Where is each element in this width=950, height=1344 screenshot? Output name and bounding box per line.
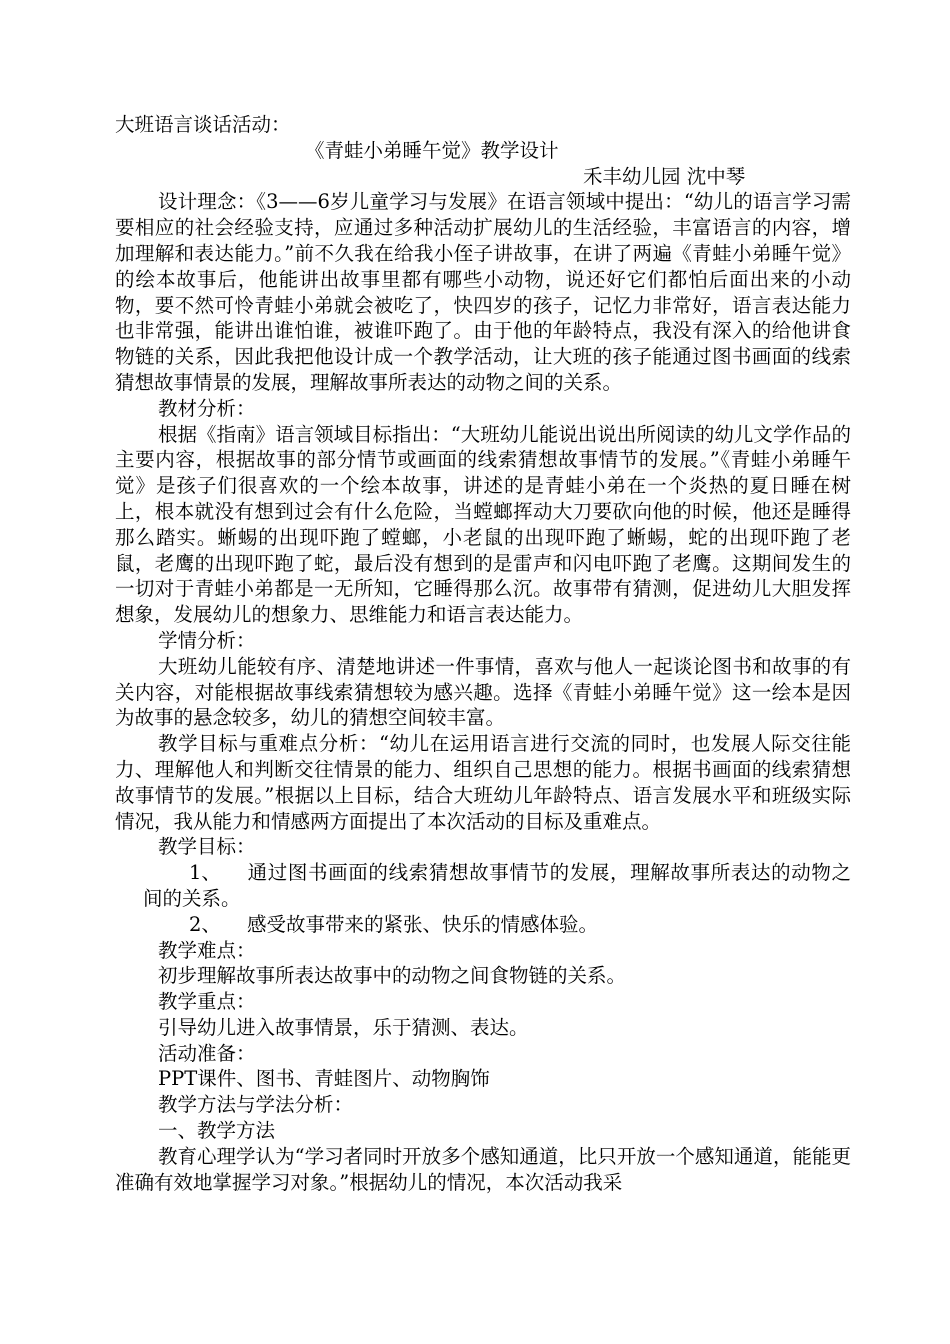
- design-concept-paragraph: 设计理念：《3——6岁儿童学习与发展》在语言领域中提出：“幼儿的语言学习需要相应的社会经验支持，应通过多种活动扩展幼儿的生活经验，丰富语言的内容，增加理解和表达能力。”前不久我在给我小侄子讲故事，在讲了两遍《青蛙小弟睡午觉》的绘本故事后，他能讲出故事里都有哪些小动物，说还好它们都怕后面出来的小动物，要不然可怜青蛙小弟就会被吃了，快四岁的孩子，记忆力非常好，语言表达能力也非常强，能讲出谁怕谁，被谁吓跑了。由于他的年龄特点，我没有深入的给他讲食物链的关系，因此我把他设计成一个教学活动，让大班的孩子能通过图书画面的线索猜想故事情景的发展，理解故事所表达的动物之间的关系。: [115, 190, 851, 394]
- goal-text: 通过图书画面的线索猜想故事情节的发展，理解故事所表达的动物之间的关系。: [143, 861, 851, 910]
- preparation-heading: 活动准备：: [158, 1041, 256, 1065]
- document-page: [115, 112, 851, 1195]
- key-point-text: 引导幼儿进入故事情景，乐于猜测、表达。: [158, 1015, 529, 1039]
- methods-heading: 教学方法与学法分析：: [158, 1093, 354, 1117]
- teaching-method-heading: 一、教学方法: [158, 1119, 276, 1143]
- key-point-heading: 教学重点：: [158, 990, 256, 1014]
- teaching-goals-heading: 教学目标：: [158, 835, 256, 859]
- difficulty-heading: 教学难点：: [158, 938, 256, 962]
- author-line: 禾丰幼儿园 沈中琴: [583, 164, 746, 188]
- objectives-analysis-paragraph: 教学目标与重难点分析：“幼儿在运用语言进行交流的同时，也发展人际交往能力、理解他人和判断交往情景的能力、组织自己思想的能力。根据书画面的线索猜想故事情节的发展。”根据以上目标，结合大班幼儿年龄特点、语言发展水平和班级实际情况，我从能力和情感两方面提出了本次活动的目标及重难点。: [115, 732, 851, 833]
- preparation-text: PPT课件、图书、青蛙图片、动物胸饰: [158, 1067, 490, 1091]
- learner-analysis-heading: 学情分析：: [158, 628, 256, 652]
- teaching-method-paragraph: 教育心理学认为“学习者同时开放多个感知通道，比只开放一个感知通道，能能更准确有效地掌握学习对象。”根据幼儿的情况，本次活动我采: [115, 1144, 851, 1194]
- document-title: 《青蛙小弟睡午觉》教学设计: [305, 138, 559, 162]
- material-analysis-heading: 教材分析：: [158, 396, 256, 420]
- goal-number: 1、: [189, 861, 221, 885]
- goal-item-2: [115, 912, 851, 938]
- goal-number: 2、: [189, 912, 221, 936]
- material-analysis-paragraph: 根据《指南》语言领域目标指出：“大班幼儿能说出说出所阅读的幼儿文学作品的主要内容，根据故事的部分情节或画面的线索猜想故事情节的发展。”《青蛙小弟睡午觉》是孩子们很喜欢的一个绘本故事，讲述的是青蛙小弟在一个炎热的夏日睡在树上，根本就没有想到过会有什么危险，当螳螂挥动大刀要砍向他的时候，他还是睡得那么踏实。蜥蜴的出现吓跑了螳螂，小老鼠的出现吓跑了蜥蜴，蛇的出现吓跑了老鼠，老鹰的出现吓跑了蛇，最后没有想到的是雷声和闪电吓跑了老鹰。这期间发生的一切对于青蛙小弟都是一无所知，它睡得那么沉。故事带有猜测，促进幼儿大胆发挥想象，发展幼儿的想象力、思维能力和语言表达能力。: [115, 422, 851, 627]
- learner-analysis-paragraph: 大班幼儿能较有序、清楚地讲述一件事情，喜欢与他人一起谈论图书和故事的有关内容，对能根据故事线索猜想较为感兴趣。选择《青蛙小弟睡午觉》这一绘本是因为故事的悬念较多，幼儿的猜想空间较丰富。: [115, 654, 851, 730]
- difficulty-text: 初步理解故事所表达故事中的动物之间食物链的关系。: [158, 964, 627, 988]
- goal-item-1: [115, 860, 851, 912]
- goal-text: 感受故事带来的紧张、快乐的情感体验。: [247, 912, 599, 936]
- activity-heading: 大班语言谈话活动：: [115, 113, 291, 136]
